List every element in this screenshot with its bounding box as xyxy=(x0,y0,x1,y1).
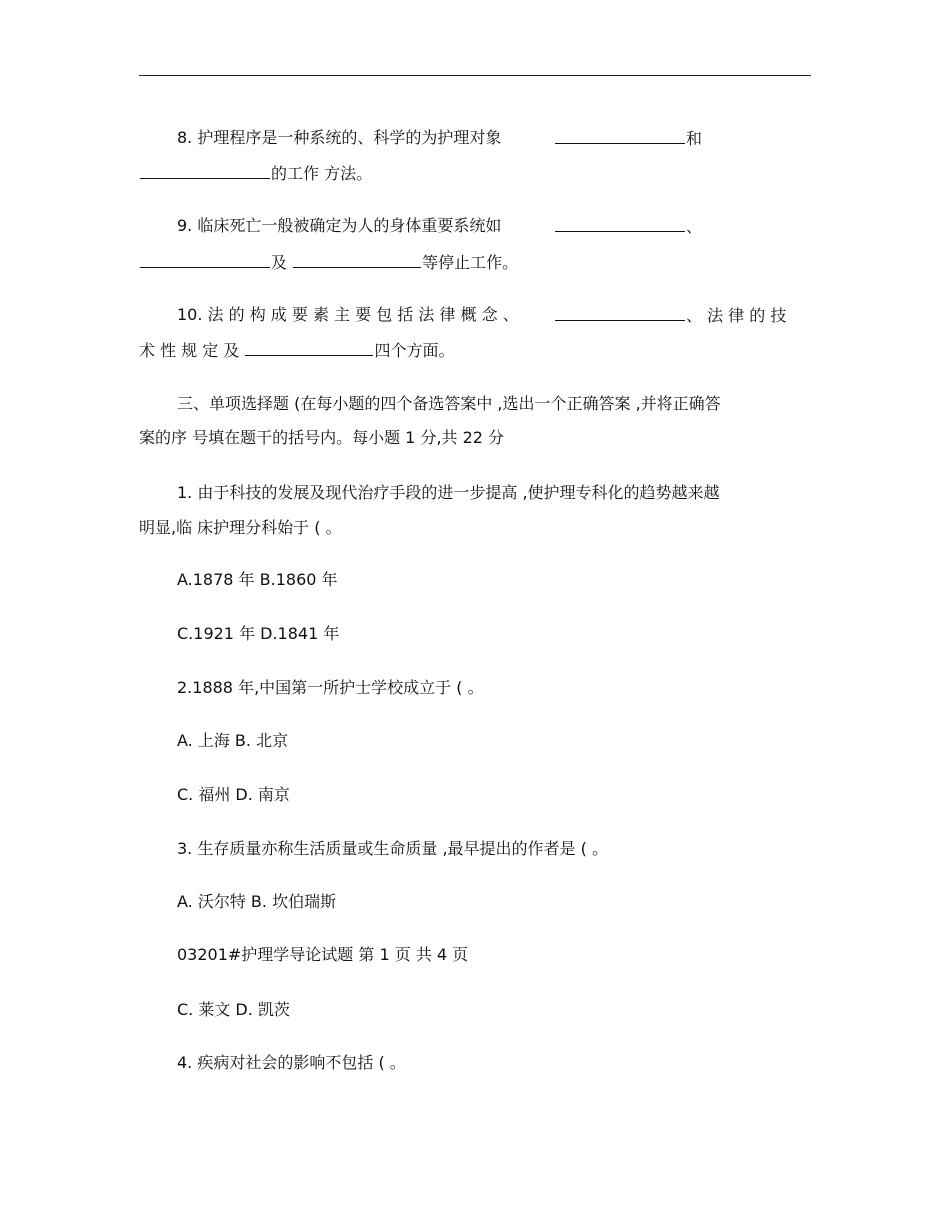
mc-q1-options-ab xyxy=(177,571,338,589)
mc-q3-stem: 3. 生存质量亦称生活质量或生命质量 ,最早提出的作者是 ( 。 xyxy=(177,839,608,858)
section3-instructions: 案的序 号填在题干的括号内。每小题 1 分,共 22 分 xyxy=(139,428,505,447)
mc-q1-option-cd: C.1921 年 D.1841 年 xyxy=(177,624,340,643)
q10-line-1 xyxy=(177,306,519,324)
q9-and: 及 xyxy=(271,253,288,272)
section3-line-1 xyxy=(177,395,721,413)
q9-blank-3 xyxy=(293,253,421,268)
q10-line-2 xyxy=(139,341,454,360)
q10-end: 四个方面。 xyxy=(374,341,455,360)
mc-q2-options-ab xyxy=(177,732,288,750)
q8-and: 和 xyxy=(686,129,703,148)
mc-q1-line-2 xyxy=(139,519,342,537)
q10-blank-1 xyxy=(555,306,685,321)
q9-end: 等停止工作。 xyxy=(422,253,519,272)
q10-blank-1-group xyxy=(554,306,786,325)
q10-line2-text: 术 性 规 定 及 xyxy=(139,341,240,360)
q8-line-1 xyxy=(177,129,501,147)
q8-line-2 xyxy=(139,164,372,183)
mc-q2-options-cd xyxy=(177,786,290,804)
mc-q1-options-cd xyxy=(177,625,339,643)
mc-q1-line-1 xyxy=(177,484,720,502)
q9-line-2 xyxy=(139,253,518,272)
q8-end: 的工作 方法。 xyxy=(271,164,373,183)
q8-blank-1 xyxy=(555,129,685,144)
mc-q3-option-ab: A. 沃尔特 B. 坎伯瑞斯 xyxy=(177,892,337,911)
mc-q2-option-cd: C. 福州 D. 南京 xyxy=(177,785,290,804)
page-footer xyxy=(177,946,468,964)
q8-blank-2 xyxy=(140,164,270,179)
q8-blank-1-group xyxy=(554,129,702,148)
q9-line-1 xyxy=(177,217,501,235)
q10-blank-2 xyxy=(245,341,373,356)
q10-mid: 、 法 律 的 技 xyxy=(686,306,787,325)
q9-sep: 、 xyxy=(686,217,703,236)
mc-q1-stem-cont: 明显,临 床护理分科始于 ( 。 xyxy=(139,518,342,537)
mc-q2-line-1 xyxy=(177,679,484,697)
mc-q1-option-ab: A.1878 年 B.1860 年 xyxy=(177,570,338,589)
q10-text: 10. 法 的 构 成 要 素 主 要 包 括 法 律 概 念 、 xyxy=(177,305,519,324)
mc-q2-stem: 2.1888 年,中国第一所护士学校成立于 ( 。 xyxy=(177,678,484,697)
mc-q3-options-cd xyxy=(177,1001,290,1019)
mc-q3-line-1 xyxy=(177,840,608,858)
q9-blank-1 xyxy=(555,217,685,232)
mc-q1-stem: 1. 由于科技的发展及现代治疗手段的进一步提高 ,使护理专科化的趋势越来越 xyxy=(177,483,720,502)
mc-q2-option-ab: A. 上海 B. 北京 xyxy=(177,731,289,750)
q8-text: 8. 护理程序是一种系统的、科学的为护理对象 xyxy=(177,128,502,147)
section3-heading: 三、单项选择题 (在每小题的四个备选答案中 ,选出一个正确答案 ,并将正确答 xyxy=(177,394,721,413)
mc-q4-line-1 xyxy=(177,1054,406,1072)
page-footer-text: 03201#护理学导论试题 第 1 页 共 4 页 xyxy=(177,945,469,964)
q9-text: 9. 临床死亡一般被确定为人的身体重要系统如 xyxy=(177,216,502,235)
mc-q4-stem: 4. 疾病对社会的影响不包括 ( 。 xyxy=(177,1053,406,1072)
mc-q3-options-ab xyxy=(177,893,336,911)
mc-q3-option-cd: C. 莱文 D. 凯茨 xyxy=(177,1000,290,1019)
section3-line-2 xyxy=(139,429,504,447)
header-rule xyxy=(139,75,811,76)
q9-blank-2 xyxy=(140,253,270,268)
q9-blank-1-group xyxy=(554,217,702,236)
